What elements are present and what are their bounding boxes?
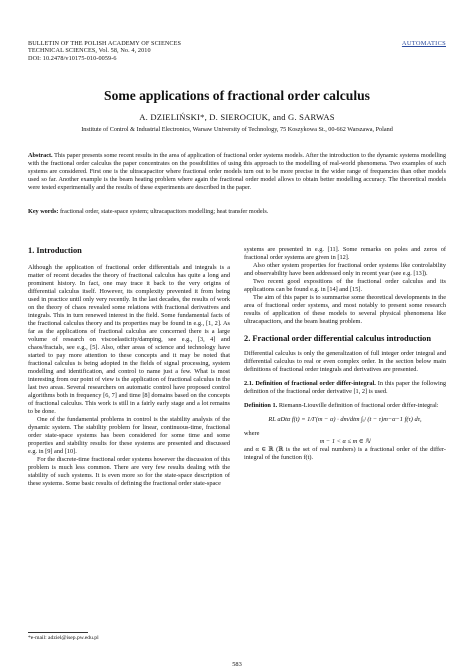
right-paragraph-2: Also other system properties for fractional order systems like controlability and observability have been addressed only in recent year (see e.g. [13]). [244,262,446,277]
left-column [28,246,230,488]
page-number: 583 [232,661,242,668]
where-label: where [244,430,260,437]
right-column [244,246,446,462]
footnote-rule [28,632,88,633]
right-paragraph-4: The aim of this paper is to summarise some theoretical developments in the area of fractional order systems, and most notably to present some research results of application of these models to several physical phenomena like ultracapacitors, and the beam heating problem. [244,294,446,325]
equation-order-range: m − 1 < α ≤ m ∈ ℕ [319,438,371,445]
subsection-heading: 2.1. Definition of fractional order differ-integral. [244,380,376,387]
section-heading-introduction: 1. Introduction [28,246,82,255]
intro-paragraph-1: Although the application of fractional order differentials and integrals is a matter of recent decades the theory of fractional calculus has quite a long and prominent history. In fact, one may trace it back to the very origins of differential calculus itself. However, its complexity prevented it from being used in practice until only very recently. In the last decades, the results of work on the theory of chaos revealed some relations with fractional derivatives and integrals. This in turn renewed interest in the field. Some fundamental facts of the fractional calculus theory and its properties may be found in e.g., [1, 2]. As far as the applications of fractional calculus are concerned there is a large volume of research on viscoelasticity/damping, see e.g., [3, 4] and chaos/fractals, see e.g., [5]. Also, other areas of science and technology have started to pay more attention to these concepts and it may be noted that fractional calculus is being adopted in the fields of signal processing, system modelling and identification, and control to name just a few. What is most interesting from our point of view is the application of fractional calculus in the last two areas. Several researchers on automatic control have proposed control algorithms both in frequency [6, 7] and time [8] domains based on the concepts of fractional calculus. This work is still in a fairly early stage and a lot remains to be done. [28,264,230,415]
section2-paragraph: Differential calculus is only the generalization of full integer order integral and differential calculus to real or even complex order. In the section below main definitions of fractional order integrals and derivatives are presented. [244,350,446,373]
definition-label: Definition 1. [244,402,278,409]
abstract-text: This paper presents some recent results in the area of application of fractional order systems models. After the introduction to the dynamic systems modelling with the fractional order calculus the paper concentrates on the possibilities of using this approach to the modelling of real-world phenomena. Two examples of such systems are considered. First one is the ultracapacitor where fractional order models turn out to be more precise in the wider range of frequencies than other models used so far. Another example is the beam heating problem where again the fractional order model allows to obtain better modelling accuracy. The theoretical models were tested experimentally and the results of these experiments are described in the paper. [28,152,446,191]
paper-title: Some applications of fractional order calculus [104,88,370,103]
right-paragraph-3: Two recent good expositions of the fractional order calculus and its applications can be found e.g. in [14] and [15]. [244,278,446,293]
section-heading-fractional-calculus: 2. Fractional order differential calculus introduction [244,334,432,343]
definition-1 [244,402,446,410]
keywords-text: fractional order, state-space system; ultracapacitors modelling; heat transfer models. [59,208,269,215]
subsection-text: In this paper the following definition of the fractional order derivative [1, 2] is used. [244,380,446,395]
keywords-label: Key words: [28,208,59,215]
journal-header [28,40,181,62]
right-paragraph-1: systems are presented in e.g. [11]. Some remarks on poles and zeros of fractional order systems are given in [12]. [244,246,446,261]
abstract-label: Abstract. [28,152,53,159]
intro-paragraph-2: One of the fundamental problems in control is the stability analysis of the dynamic system. The stability problem for linear, continuous-time, fractional order state-space systems has been considered for some time and some properties and stability results for these systems are presented and discussed e.g. in [9] and [10]. [28,416,230,455]
journal-name: BULLETIN OF THE POLISH ACADEMY OF SCIENCES [28,40,182,47]
paper-affiliation: Institute of Control & Industrial Electronics, Warsaw University of Technology, 75 Koszykowa St., 00-662 Warszawa, Poland [81,126,393,133]
journal-doi: DOI: 10.2478/v10175-010-0059-6 [28,54,117,62]
journal-volume: TECHNICAL SCIENCES, Vol. 58, No. 4, 2010 [28,47,151,55]
footnote-email: *e-mail: adziel@isep.pw.edu.pl [28,635,99,641]
equation-riemann-liouville: RL aDtα f(t) = 1/Γ(m − α) · dm/dtm ∫ₐᵗ (t − τ)m−α−1 f(τ) dτ, [268,416,422,423]
intro-paragraph-3: For the discrete-time fractional order systems however the discussion of this problem is much less common. There are very few results dealing with the stability of such systems. It is even more so for the state-space description of these systems. Some basic results of defining the fractional order state-space [28,456,230,487]
section-link[interactable]: AUTOMATICS [401,40,446,47]
definition-text: Riemann-Liouville definition of fractional order differ-integral: [278,402,439,409]
keywords [28,208,446,216]
abstract [28,152,446,192]
paper-authors: A. DZIELIŃSKI*, D. SIEROCIUK, and G. SARWAS [139,112,335,122]
order-definition-paragraph: and α ∈ ℝ (ℝ is the set of real numbers) is a fractional order of the differ-integral of the function f(t). [244,446,446,461]
